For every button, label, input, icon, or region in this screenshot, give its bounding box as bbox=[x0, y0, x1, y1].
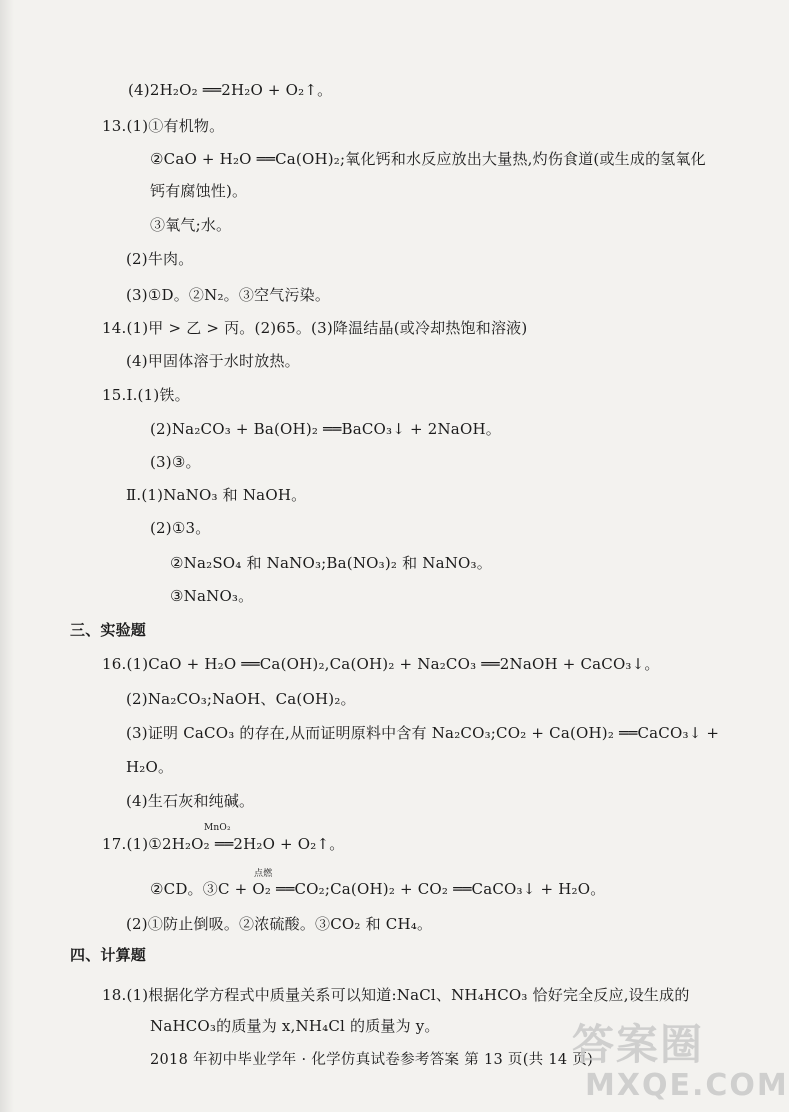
line-13-1: 13.(1)①有机物。 bbox=[102, 117, 225, 135]
line-16-5: (4)生石灰和纯碱。 bbox=[126, 792, 255, 810]
line-16-1: 16.(1)CaO + H₂O ══Ca(OH)₂,Ca(OH)₂ + Na₂CO₃ ══2NaOH + CaCO₃↓。 bbox=[102, 655, 660, 673]
line-16-3: (3)证明 CaCO₃ 的存在,从而证明原料中含有 Na₂CO₃;CO₂ + Ca(OH)₂ ══CaCO₃↓ + bbox=[126, 724, 720, 742]
watermark-url: MXQE.COM bbox=[585, 1068, 789, 1103]
line-15-3: (3)③。 bbox=[150, 453, 201, 471]
line-13-2: ②CaO + H₂O ══Ca(OH)₂;氧化钙和水反应放出大量热,灼伤食道(或生成的氢氧化 bbox=[150, 150, 706, 168]
line-16-4: H₂O。 bbox=[126, 758, 174, 776]
line-13-4: ③氧气;水。 bbox=[150, 216, 232, 234]
line-15-2: (2)Na₂CO₃ + Ba(OH)₂ ══BaCO₃↓ + 2NaOH。 bbox=[150, 420, 501, 438]
line-4-h2o2: (4)2H₂O₂ ══2H₂O + O₂↑。 bbox=[128, 81, 333, 99]
condition-mno2: MnO₂ bbox=[204, 823, 231, 833]
line-15-7: ③NaNO₃。 bbox=[170, 587, 254, 605]
line-18-1: 18.(1)根据化学方程式中质量关系可以知道:NaCl、NH₄HCO₃ 恰好完全反应,设生成的 bbox=[102, 986, 690, 1004]
line-18-2: NaHCO₃的质量为 x,NH₄Cl 的质量为 y。 bbox=[150, 1017, 440, 1035]
condition-ignite: 点燃 bbox=[254, 869, 273, 879]
line-17-3: (2)①防止倒吸。②浓硫酸。③CO₂ 和 CH₄。 bbox=[126, 915, 433, 933]
scan-edge-shadow bbox=[0, 0, 14, 1112]
line-15-5: (2)①3。 bbox=[150, 519, 211, 537]
line-17-2: ②CD。③C + O₂ ══CO₂;Ca(OH)₂ + CO₂ ══CaCO₃↓ + H₂O。 bbox=[150, 880, 606, 898]
line-17-1: 17.(1)①2H₂O₂ ══2H₂O + O₂↑。 bbox=[102, 835, 345, 853]
section-experiment-heading: 三、实验题 bbox=[70, 621, 147, 639]
line-15-6: ②Na₂SO₄ 和 NaNO₃;Ba(NO₃)₂ 和 NaNO₃。 bbox=[170, 554, 492, 572]
line-14-2: (4)甲固体溶于水时放热。 bbox=[126, 352, 300, 370]
page-footer: 2018 年初中毕业学年 · 化学仿真试卷参考答案 第 13 页(共 14 页) bbox=[150, 1052, 594, 1068]
watermark-logo: 答案圈 bbox=[572, 1020, 705, 1069]
line-14-1: 14.(1)甲 > 乙 > 丙。(2)65。(3)降温结晶(或冷却热饱和溶液) bbox=[102, 319, 528, 337]
line-13-5: (2)牛肉。 bbox=[126, 250, 194, 268]
line-16-2: (2)Na₂CO₃;NaOH、Ca(OH)₂。 bbox=[126, 690, 356, 708]
line-15-1: 15.Ⅰ.(1)铁。 bbox=[102, 386, 190, 404]
line-15-4: Ⅱ.(1)NaNO₃ 和 NaOH。 bbox=[126, 486, 307, 504]
section-calculation-heading: 四、计算题 bbox=[70, 946, 147, 964]
line-13-3: 钙有腐蚀性)。 bbox=[150, 182, 248, 200]
line-13-6: (3)①D。②N₂。③空气污染。 bbox=[126, 286, 331, 304]
